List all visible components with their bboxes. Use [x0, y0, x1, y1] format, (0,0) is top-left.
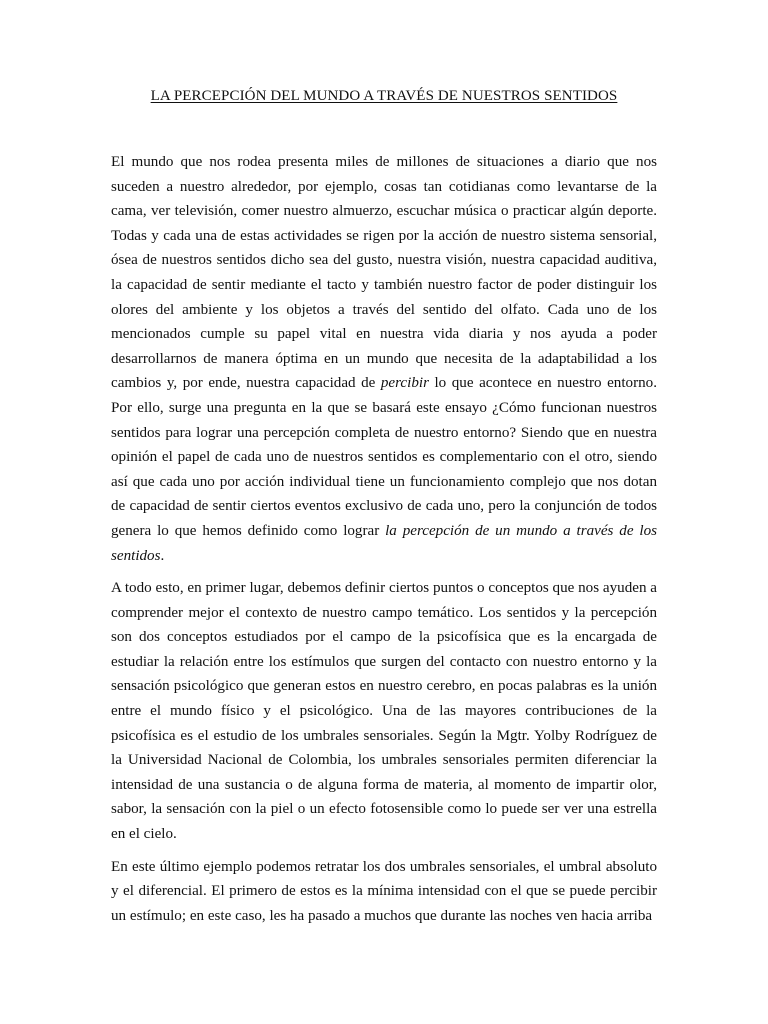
- paragraph-1: [111, 150, 657, 568]
- paragraph-2: A todo esto, en primer lugar, debemos definir ciertos puntos o conceptos que nos ayuden a comprender mejor el contexto de nuestro campo temático. Los sentidos y la percepción son dos conceptos estudiados por el campo de la psicofísica que es la encargada de estudiar la relación entre los estímulos que surgen del contacto con nuestro entorno y la sensación psicológico que generan estos en nuestro cerebro, en pocas palabras es la unión entre el mundo físico y el psicológico. Una de las mayores contribuciones de la psicofísica es el estudio de los umbrales sensoriales. Según la Mgtr. Yolby Rodríguez de la Universidad Nacional de Colombia, los umbrales sensoriales permiten diferenciar la intensidad de una sustancia o de alguna forma de materia, al momento de impartir olor, sabor, la sensación con la piel o un efecto fotosensible como lo puede ser ver una estrella en el cielo.: [111, 580, 657, 843]
- document-title: LA PERCEPCIÓN DEL MUNDO A TRAVÉS DE NUESTROS SENTIDOS: [150, 88, 618, 104]
- paragraph-1-italic-thesis: la percepción de un mundo a través de los sentidos: [111, 522, 657, 564]
- paragraph-1-text-c: .: [160, 547, 165, 564]
- paragraph-1-text-b: lo que acontece en nuestro entorno. Por ello, surge una pregunta en la que se basará este ensayo ¿Cómo funcionan nuestros sentidos para lograr una percepción completa de nuestro entorno? Siendo que en nuestra opinión el papel de cada uno de nuestros sentidos es complementario con el otro, siendo así que cada uno por acción individual tiene un funcionamiento complejo que nos dotan de capacidad de sentir ciertos eventos exclusivo de cada uno, pero la conjunción de todos genera lo que hemos definido como lograr: [111, 375, 657, 539]
- paragraph-3: En este último ejemplo podemos retratar los dos umbrales sensoriales, el umbral absoluto y el diferencial. El primero de estos es la mínima intensidad con el que se puede percibir un estímulo; en este caso, les ha pasado a muchos que durante las noches ven hacia arriba: [111, 858, 657, 924]
- document-body: [111, 150, 657, 936]
- paragraph-1-italic-percibir: percibir: [380, 375, 429, 392]
- paragraph-1-text-a: El mundo que nos rodea presenta miles de millones de situaciones a diario que nos suceden a nuestro alrededor, por ejemplo, cosas tan cotidianas como levantarse de la cama, ver televisión, comer nuestro almuerzo, escuchar música o practicar algún deporte. Todas y cada una de estas actividades se rigen por la acción de nuestro sistema sensorial, ósea de nuestros sentidos dicho sea del gusto, nuestra visión, nuestra capacidad auditiva, la capacidad de sentir mediante el tacto y también nuestro factor de poder distinguir los olores del ambiente y los objetos a través del sentido del olfato. Cada uno de los mencionados cumple su papel vital en nuestra vida diaria y nos ayuda a poder desarrollarnos de manera óptima en un mundo que necesita de la adaptabilidad a los cambios y, por ende, nuestra capacidad de: [111, 154, 657, 392]
